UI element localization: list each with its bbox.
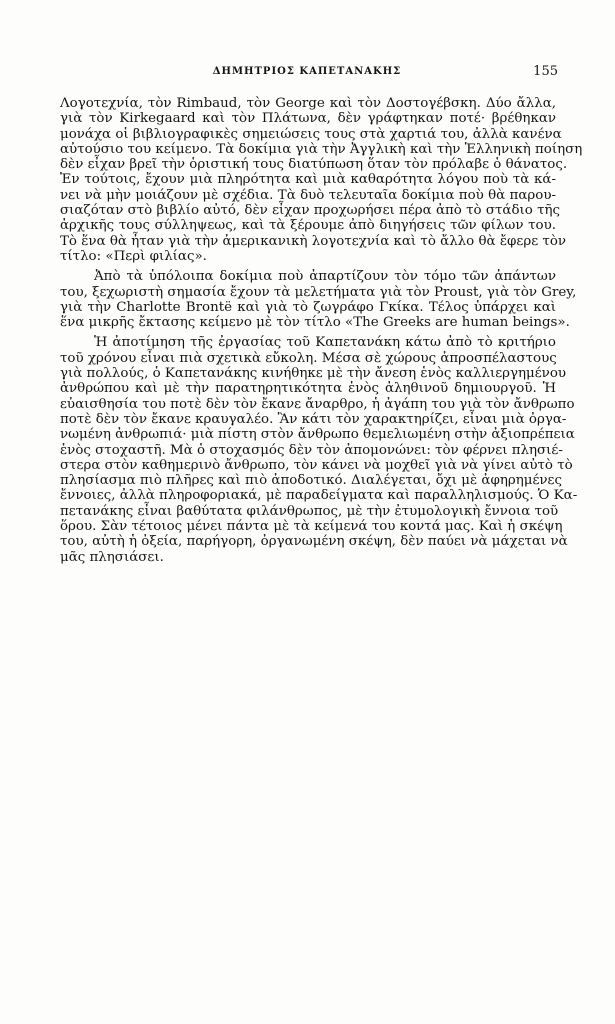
text-line: Ἐν τούτοις, ἔχουν μιὰ πληρότητα καὶ μιὰ καθαρότητα λόγου ποὺ τὰ κά- [60, 172, 556, 188]
text-line: γιὰ τὴν Charlotte Brontë καὶ γιὰ τὸ ζωγράφο Γκίκα. Τέλος ὑπάρχει καὶ [60, 299, 556, 315]
text-line: εὐαισθησία του ποτὲ δὲν τὸν ἔκανε ἄναρθρο, ἡ ἀγάπη του γιὰ τὸν ἄνθρωπο [60, 396, 575, 412]
text-line: ποτὲ δὲν τὸν ἔκανε κραυγαλέο. Ἂν κάτι τὸν χαρακτηρίζει, εἶναι μιὰ ὀργα- [60, 411, 567, 427]
text-line: ἕνα μικρῆς ἔκτασης κείμενο μὲ τὸν τίτλο «The Greeks are human beings». [60, 315, 570, 331]
text-line: νωμένη ἀνθρωπιά· μιὰ πίστη στὸν ἄνθρωπο θεμελιωμένη στὴν ἀξιοπρέπεια [60, 427, 575, 443]
author-running-head: ΔΗΜΗΤΡΙΟΣ ΚΑΠΕΤΑΝΑΚΗΣ [212, 66, 402, 77]
text-line: Λογοτεχνία, τὸν Rimbaud, τὸν George καὶ τὸν Δοστογέβσκη. Δύο ἄλλα, [60, 96, 556, 111]
text-line: Τὸ ἕνα θὰ ἦταν γιὰ τὴν ἀμερικανικὴ λογοτεχνία καὶ τὸ ἄλλο θὰ ἔφερε τὸν [60, 233, 567, 249]
body-text [60, 96, 583, 565]
text-line: μᾶς πλησιάσει. [60, 549, 164, 565]
text-line: ἑνὸς στοχαστῆ. Μὰ ὁ στοχασμός δὲν τὸν ἀπομονώνει: τὸν φέρνει πλησιέ- [60, 442, 563, 458]
paragraph-2 [60, 269, 577, 331]
text-line: δὲν εἶχαν βρεῖ τὴν ὁριστική τους διατύπωση ὅταν τὸν πρόλαβε ὁ θάνατος. [60, 157, 568, 173]
text-line: πλησίασμα πιὸ πλῆρες καὶ πιὸ ἀποδοτικό. Διαλέγεται, ὄχι μὲ ἀφηρημένες [60, 473, 562, 489]
text-line: ὅρου. Σὰν τέτοιος μένει πάντα μὲ τὰ κείμενά του κοντά μας. Καὶ ἡ σκέψη [60, 519, 563, 535]
page-number: 155 [533, 64, 558, 79]
text-line: ἔννοιες, ἀλλὰ πληροφοριακά, μὲ παραδείγματα καὶ παραλληλισμούς. Ὁ Κα- [60, 488, 578, 504]
running-head [56, 66, 558, 84]
text-line: σιαζόταν στὸ βιβλίο αὐτό, δὲν εἶχαν προχωρήσει πέρα ἀπὸ τὸ στάδιο τῆς [60, 203, 561, 219]
text-line: του, αὐτὴ ἡ ὀξεία, παρήγορη, ὀργανωμένη σκέψη, δὲν παύει νὰ μάχεται νὰ [60, 534, 568, 550]
text-line: πετανάκης εἶναι βαθύτατα φιλάνθρωπος, μὲ τὴν ἐτυμολογικὴ ἔννοια τοῦ [60, 503, 559, 519]
paragraph-1 [60, 96, 583, 264]
text-line: αὐτούσιο του κείμενο. Τὰ δοκίμια γιὰ τὴν Ἀγγλικὴ καὶ τὴν Ἑλληνικὴ ποίηση [60, 141, 583, 157]
text-line: Ἡ ἀποτίμηση τῆς ἐργασίας τοῦ Καπετανάκη κάτω ἀπὸ τὸ κριτήριο [94, 335, 556, 351]
text-line: τίτλο: «Περὶ φιλίας». [60, 248, 207, 264]
paragraph-3 [60, 335, 578, 565]
text-line: μονάχα οἱ βιβλιογραφικὲς σημειώσεις τους στὰ χαρτιά του, ἀλλὰ κανένα [60, 126, 562, 142]
text-line: Ἀπὸ τὰ ὑπόλοιπα δοκίμια ποὺ ἀπαρτίζουν τὸν τόμο τῶν ἁπάντων [94, 269, 556, 285]
text-line: τοῦ χρόνου εἶναι πιὰ σχετικὰ εὔκολη. Μέσα σὲ χώρους ἀπροσπέλαστους [60, 350, 557, 366]
text-line: στερα στὸν καθημερινὸ ἄνθρωπο, τὸν κάνει νὰ μοχθεῖ γιὰ νὰ γίνει αὐτὸ τὸ [60, 457, 573, 473]
text-line: του, ξεχωριστὴ σημασία ἔχουν τὰ μελετήματα γιὰ τὸν Proust, γιὰ τὸν Grey, [60, 284, 577, 300]
text-line: ἀρχικῆς τους σύλληψεως, καὶ τὰ ξέρουμε ἀπὸ διηγήσεις τῶν φίλων του. [60, 218, 556, 234]
text-line: ἀνθρώπου καὶ μὲ τὴν παρατηρητικότητα ἑνὸς ἀληθινοῦ δημιουργοῦ. Ἡ [60, 381, 556, 397]
text-line: γιὰ τὸν Kirkegaard καὶ τὸν Πλάτωνα, δὲν γράφτηκαν ποτέ· βρέθηκαν [60, 111, 556, 127]
text-line: γιὰ πολλούς, ὁ Καπετανάκης κινήθηκε μὲ τὴν ἄνεση ἑνὸς καλλιεργημένου [60, 366, 567, 382]
text-line: νει νὰ μὴν μοιάζουν μὲ σχέδια. Τὰ δυὸ τελευταῖα δοκίμια ποὺ θὰ παρου- [60, 187, 556, 203]
